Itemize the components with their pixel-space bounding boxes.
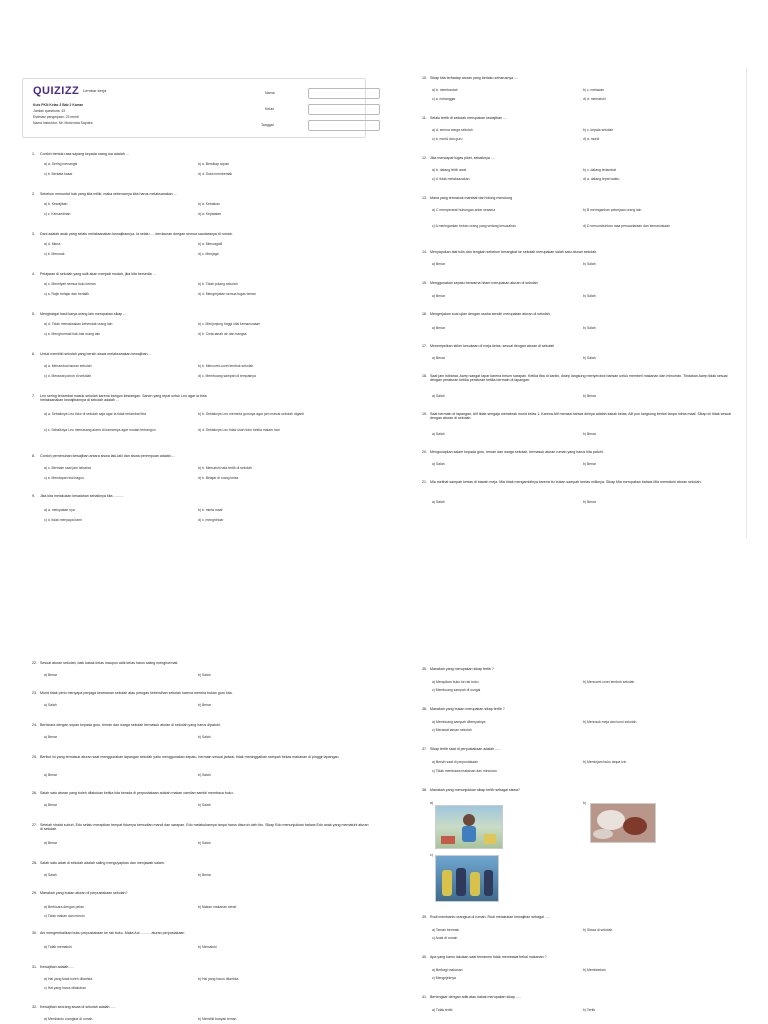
question-text: Manakah yang bukan merupakan sikap tertib ? [430,707,505,711]
option-a-image[interactable] [435,805,503,849]
option-a[interactable]: a) Berbagi makanan [432,968,463,972]
option-a[interactable]: a) d. semua warga sekolah [432,128,473,132]
option-b[interactable]: b) Mencoret-coret tembok sekolah [583,680,635,684]
option-b[interactable]: b) Benar [198,703,212,707]
question-text: Saat jam istirahat, Awep sangat lapar karena belum sarapan. Ketika tiba di kantin, Awep langsung menyerobot barisan untuk membeli makanan dan minuman. Tindakan Awep tidak sesuai dengan peraturan ketika peraturan ketika bermain di lapangan. [430,374,728,383]
option-b[interactable]: b) Salah [198,803,211,807]
option-b[interactable]: b) Membiarkan [583,968,606,972]
option-b[interactable]: b) Benar [583,432,597,436]
question-text: Menggunakan sepatu berwarna hitam merupakan aturan di sekolah [430,281,538,285]
worksheet-label: Lembar kerja [83,88,107,93]
question-count: Jumlah questions: 43 [33,109,66,113]
option-a[interactable]: a) a. Sebaiknya Leo tidur di sekolah saja agar ia tidak terlambat tiba [44,412,146,416]
option-b[interactable]: b) b. Mencoret-coret tembok sekolah [198,364,254,368]
estimated-time: Estimasi pengerjaan: 23 menit [33,115,79,119]
option-b[interactable]: b) Benar [583,500,597,504]
option-a[interactable]: a) Benar [432,326,446,330]
option-b[interactable]: b) c. kepala sekolah [583,128,614,132]
question-number: 11. [422,116,427,120]
option-b[interactable]: b) c. datang terlambat [583,168,616,172]
option-a[interactable]: a) b. datang lebih awal [432,168,467,172]
option-b[interactable]: b) b. Sebaiknya Leo meminta gurunya agar jam masuk sekolah diganti [198,412,304,416]
option-b[interactable]: b) Makan makanan sehat [198,905,237,909]
option-d[interactable]: d) d. Suka membentak [198,172,233,176]
option-b[interactable]: b) a. Kebaikan [198,202,220,206]
option-c[interactable]: c) d. tidak melaksanakan [432,177,470,181]
option-d[interactable]: d) c. menghindar [198,518,224,522]
option-d[interactable]: d) a. Kepatalan [198,212,221,216]
question-text: Mia melihat sampah kertas di bawah meja. Mia tidak mengambilnya karena itu bukan sampah kertas miliknya. Sikap Mia merupakan bahwa Mia mematuhi aturan sekolah. [430,480,702,484]
question-text: Untuk memiliki sekolah yang bersih siswa melaksanakan kewajiban.... [40,352,152,356]
question-number: 30. [32,931,37,935]
option-a[interactable]: a) Salah [432,500,445,504]
option-a[interactable]: a) [430,801,434,805]
question-text: Manakah yang bukan aturan di perpustakaan sekolah? [40,891,128,895]
date-label: Tanggal [261,123,274,127]
option-b[interactable]: b) c. melawan [583,88,605,92]
question-number: 28. [32,861,37,865]
option-c[interactable]: c) b. Merusak [44,252,65,256]
question-text: Leo sering terlambat masuk sekolah karena bangun kesiangan. Sanen yang tepat untuk Leo agar ia bisa melaksanakan kewajibannya di sekolah adalah ... [40,394,207,403]
option-a[interactable]: a) Benar [432,294,446,298]
option-a[interactable]: a) d. Tidak memaksakan kehendak orang lain [44,322,113,326]
question-number: 40. [422,955,427,959]
option-b[interactable]: b) B meringankan pekerjaan orang lain [583,208,642,212]
option-a[interactable]: a) Benar [44,735,58,739]
option-b[interactable]: b) Salah [198,735,211,739]
option-d[interactable]: d) c. Membuang sampah di tempatnya [198,374,256,378]
option-b[interactable]: b) b. Mematuhi tata tertib di sekolah [198,466,252,470]
question-text: Sikap kita terhadap aturan yang berlaku seharusnya .... [430,76,519,80]
question-number: 23. [32,691,37,695]
question-number: 15. [422,281,427,285]
question-text: Rudi membantu orangtua di rumah. Rudi melakukan kewajiban sebagai ..... [430,915,550,919]
question-number: 6. [32,352,35,356]
question-number: 35. [422,667,427,671]
question-text: Ani mengembalikan buku perpustakaan ke rak buku. Maka Ani .......... aturan perpustakaan [40,931,185,935]
question-text: Jika mendapat tugas piket, sebaiknya .... [430,156,495,160]
question-number: 3. [32,232,35,236]
option-c[interactable]: c) c. Sebaiknya Leo memasang alarm di kamarnya agar mudah terbangun [44,428,156,432]
option-b[interactable]: b) a. Bersikap sopan [198,162,230,166]
option-c[interactable]: c) a. Mendapat nilai bagus [44,476,84,480]
question-number: 25. [32,755,37,759]
option-a[interactable]: a) a. melupakan nya [44,508,75,512]
option-b[interactable]: b) [583,801,587,805]
option-c[interactable]: c) b. Berkata kasar [44,172,73,176]
question-text: Contoh pemenuhan kewajiban antara siswa laki-laki dan siswa perempuan adalah.... [40,454,175,458]
question-number: 4. [32,272,35,276]
option-a[interactable]: a) Hal yang tidak boleh dilanhka [44,977,93,981]
option-b[interactable]: b) Meminjam buku tanpa izin [583,760,627,764]
question-text: Murid tidak perlu menyapa penjaga keamanan sekolah atau petugas kebersihan sekolah karena mereka bukan guru kita. [40,691,233,695]
option-c[interactable]: c) d. Merawat pohon di sekolah [44,374,92,378]
question-number: 19. [422,412,427,416]
option-a[interactable]: a) Bersih saat di perpustakaan [432,760,478,764]
question-number: 27. [32,823,37,827]
option-b[interactable]: b) Benar [583,394,597,398]
class-field[interactable] [308,104,380,115]
option-b[interactable]: b) c. Menjunjung tinggi nilai kemanusiaan [198,322,261,326]
question-text: Pelajaran di sekolah yang sulit akan menjadi mudah, jika kita bersedia ... [40,272,156,276]
option-b[interactable]: b) Salah [583,356,596,360]
question-number: 21. [422,480,427,484]
option-b[interactable]: b) a. Menoagalli [198,242,223,246]
question-number: 10. [422,76,427,80]
option-a[interactable]: a) Salah [432,432,445,436]
option-c[interactable]: c) a. melanggar [432,97,456,101]
question-number: 39. [422,915,427,919]
option-a[interactable]: a) Benar [44,773,58,777]
option-a[interactable]: a) Salah [44,703,57,707]
option-a[interactable]: a) Benar [44,673,58,677]
question-text: Mengerjakan soal ujian dengan usaha sendiri merupakan aturan di sekolah [430,312,550,316]
option-d[interactable]: d) d. Sebaiknya Leo tidak usah tidur ketika malam hari [198,428,280,432]
option-b[interactable]: b) b. Tidak pulang sekolah [198,282,238,286]
teacher-name: Nama instruktur: Mr. Mohendra Saputra [33,121,93,125]
option-d[interactable]: d) D menumbuhkan rasa persaudaraan dan kemanusiaan [583,224,670,228]
option-c[interactable]: c) Tidak membawa makanan dan minuman [432,769,497,773]
option-a[interactable]: a) Benar [432,262,446,266]
question-text: Mana yang termasuk manfaat dari tolong menolong [430,196,513,200]
option-b[interactable]: b) Salah [583,262,596,266]
option-b[interactable]: b) Hal yang harus dilanhka [198,977,239,981]
option-a[interactable]: a) b. membantah [432,88,458,92]
option-a[interactable]: a) Benar [432,356,446,360]
question-number: 37. [422,747,427,751]
option-c[interactable]: c) Hal yang harus dilakukan [44,986,86,990]
option-b[interactable]: b) Siswa di sekolah [583,928,613,932]
question-number: 1. [32,152,35,156]
worksheet-page-1 [0,68,372,538]
option-a[interactable]: a) b. Kewajiban [44,202,68,206]
question-text: Apa yang kamu lakukan saat temanmu tidak membawa bekal makanan ? [430,955,547,959]
option-a[interactable]: a) d. Mena [44,242,61,246]
question-text: Manakah yang menunjukkan sikap tertib sebagai siswa? [430,788,520,792]
option-a[interactable]: a) Benar [44,841,58,845]
question-text: Bertengkar dengan adik atau kakak merupakan sikap ..... [430,995,521,999]
option-a[interactable]: a) C memperarat hubungan antar sesama [432,208,496,212]
option-a[interactable]: a) Tidak tertib [432,1008,453,1012]
option-d[interactable]: d) c. Menjaga [198,252,219,256]
option-d[interactable]: d) d. mematuhi [583,97,606,101]
question-text: Salah satu adab di sekolah adalah saling menguyapkan dan menjawab salam. [40,861,165,865]
option-a[interactable]: a) c. Memilyah semua buku teman [44,282,96,286]
question-text: Manakah yang merupakan sikap tertib ? [430,667,494,671]
option-c[interactable]: c) a. Menghormati hak-hak orang lain [44,332,101,336]
question-number: 31. [32,965,37,969]
question-number: 7. [32,394,35,398]
option-b[interactable]: b) Benar [198,873,212,877]
question-text: Selalu tertib di sekolah merupakan kewajiban .... [430,116,508,120]
question-text: Saat bermain di lapangan, Alif tidak sengaja menabrak murid kelas 1. Karena Alif merasa bahwa dirinya adalah kakak kelas, Alif pun langsung berlari tanpa minta maaf. Sikap ini tidak sesuai dengan aturan di sekolah. [430,412,732,421]
question-text: Menempelkan stiker kesukaan di meja kelas, sesuai dengan aturan di sekolah [430,344,555,348]
option-b[interactable]: b) Tertib [583,1008,596,1012]
date-field[interactable] [308,120,380,131]
question-text: Sesuai aturan sekolah, baik kakak kelas maupun adik kelas harus saling menghormati. [40,661,179,665]
option-a[interactable]: a) Benar [44,803,58,807]
option-c[interactable]: c) A meringankan beban orang yang sedang kesusahan [432,224,516,228]
name-label: Nama [265,91,275,95]
option-c[interactable]: c) Membuang sampah di sungai [432,688,481,692]
option-c[interactable]: c) [430,853,433,857]
option-a[interactable]: a) Membantu orangtua di rumah [44,1017,93,1021]
question-number: 22. [32,661,37,665]
option-a[interactable]: a) c. Bermain saat jam istirahat [44,466,91,470]
option-d[interactable]: d) a. datang tepat waktu [583,177,620,181]
option-a[interactable]: a) Teman bermain [432,928,460,932]
option-b[interactable]: b) Mematuhi [198,945,217,949]
question-number: 8. [32,454,35,458]
option-a[interactable]: a) Tidak mematuhi [44,945,72,949]
quizizz-logo: QUIZIZZ [33,85,80,97]
question-text: Berbicara dengan sopan kepada guru, teman dan warga sekolah termasuk aturan di sekolah yang harus dipatuhi. [40,723,221,727]
option-a[interactable]: a) Salah [44,873,57,877]
option-b[interactable]: b) b. minta maaf [198,508,223,512]
question-number: 26. [32,791,37,795]
question-number: 12. [422,156,427,160]
option-d[interactable]: d) a. murid [583,137,600,141]
question-text: Sebelum menuntut hak yang kita miliki, maka sebenarnya kita harus melaksanakan ... [40,192,177,196]
question-number: 5. [32,312,35,316]
option-c[interactable]: c) d. tidak menyapa kami [44,518,82,522]
option-b[interactable]: b) Salah [583,294,596,298]
question-number: 29. [32,891,37,895]
option-a[interactable]: a) Merapikan buku ke rak buku [432,680,479,684]
question-text: Salah satu aturan yang boleh dilakukan ketika kita berada di perpustakaan adalah makan camilan sambil membaca buku. [40,791,234,795]
option-b[interactable]: b) Salah [198,841,211,845]
option-b[interactable]: b) Menusuk meja dan kursi sekolah [583,720,637,724]
option-c[interactable]: c) Tidak makan dan minum [44,914,85,918]
question-number: 20. [422,450,427,454]
option-d[interactable]: d) b. Cinta tanah air dan bangsa [198,332,247,336]
question-number: 24. [32,723,37,727]
option-b-image[interactable] [590,803,656,843]
question-text: Setelah shalat subuh, Edo selalu merapikan tempat tidurnya kemudian mandi dan sarapan. Edo melakukannya tanpa harus disuruh oleh ibu. Sikap Edo menunjukkan bahwa Edo anak yang mematuhi aturan di sekolah. [40,823,369,832]
question-text: Berikut ini yang termasuk aturan saat menggunakan lapangan sekolah yaitu menggunakan sepatu, bermain sesuai jadwal, tidak meninggalkan sampah bekas makanan di pinggir lapangan. [40,755,340,759]
question-text: Dani adalah anak yang selalu melaksanakan kewajibannya. Ia selalu .... kerukunan dengan semua saudaranya di rumah. [40,232,233,236]
question-number: 2. [32,192,35,196]
question-number: 36. [422,707,427,711]
question-number: 17. [422,344,427,348]
question-number: 14. [422,250,427,254]
worksheet-page-4 [397,655,768,1024]
option-a[interactable]: a) Membuang sampah ditempatnya [432,720,486,724]
option-b[interactable]: b) Memiliki banyak teman [198,1017,237,1021]
option-d[interactable]: d) d. Mengerjakan semua tugas teman [198,292,257,296]
question-number: 18. [422,374,427,378]
option-a[interactable]: a) Berbicara dengan pelan [44,905,84,909]
option-a[interactable]: a) a. Menanduai taman sekolah [44,364,92,368]
option-a[interactable]: a) Salah [432,462,445,466]
page-edge [746,68,747,538]
worksheet-page-3 [0,655,372,1024]
question-text: Kewajiban adalah ..... [40,965,75,969]
question-text: Menghargai hasil karya orang lain merupakan sikap ... [40,312,127,316]
option-c[interactable]: c) a. Rajin belajar dan berlatih [44,292,90,296]
question-number: 9. [32,494,35,498]
question-text: Contoh bentuk rasa sayang kepada orang tua adalah ... [40,152,129,156]
question-number: 13. [422,196,427,200]
option-c[interactable]: c) Merawat taman sekolah [432,728,472,732]
option-a[interactable]: a) Salah [432,394,445,398]
question-text: Jika kita melakukan kesalahan sebaiknya kita .......... [40,494,124,498]
class-label: Kelas [265,107,274,111]
option-c[interactable]: c) c. Kemandirian [44,212,71,216]
question-number: 16. [422,312,427,316]
name-field[interactable] [308,88,380,99]
option-a[interactable]: a) a. Sering menangis [44,162,78,166]
question-text: Mengucapkan salam kepada guru, teman dan warga sekolah, termasuk aturan rumah yang harus kita patuhi. [430,450,604,454]
option-b[interactable]: b) Salah [198,673,211,677]
question-number: 41. [422,995,427,999]
option-c[interactable]: c) Anak di rumah [432,936,458,940]
question-text: Sikap tertib saat di perpustakaan adalah ...... [430,747,502,751]
option-b[interactable]: b) Benar [583,462,597,466]
question-text: Kewajiban seorang siswa di sekolah adalah ..... [40,1005,116,1009]
worksheet-page-2 [397,68,768,538]
option-b[interactable]: b) Salah [583,326,596,330]
option-d[interactable]: d) b. Belajar di ruang kelas [198,476,239,480]
option-c[interactable]: c) b. murid dan guru [432,137,463,141]
option-c-image[interactable] [435,855,499,902]
option-b[interactable]: b) Salah [198,773,211,777]
quiz-title: Kuis PKN Kelas 3 Bab 2 Kamar [33,103,83,107]
question-number: 38. [422,788,427,792]
question-text: Menyapukan alat tulis dan tengkah sebelum berangkat ke sekolah merupakan salah satu aturan sekolah. [430,250,598,254]
question-number: 32. [32,1005,37,1009]
worksheet-header [22,78,366,138]
option-c[interactable]: c) Mengejeknya [432,976,456,980]
